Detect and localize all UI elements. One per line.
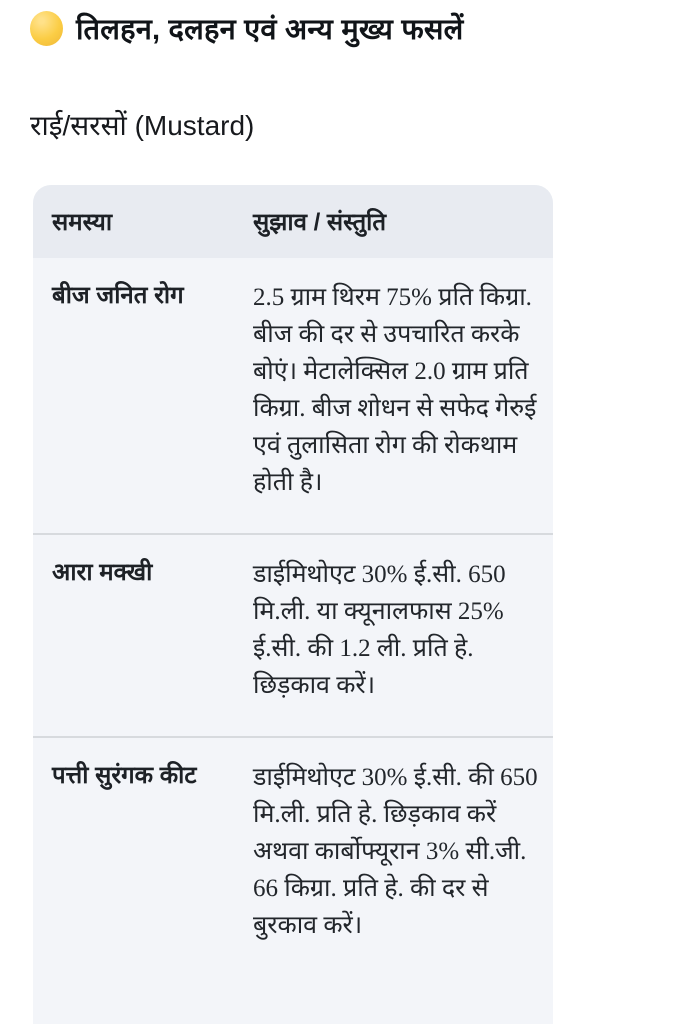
table-header-row [33, 185, 553, 258]
table-row [33, 533, 553, 736]
section-heading [30, 9, 684, 48]
table-row [33, 736, 553, 976]
table-body [33, 258, 553, 976]
page [0, 9, 684, 1024]
section-title: तिलहन, दलहन एवं अन्य मुख्य फसलें [76, 14, 464, 46]
crop-heading: राई/सरसों (Mustard) [30, 110, 255, 141]
suggestion-cell: 2.5 ग्राम थिरम 75% प्रति किग्रा. बीज की दर से उपचारित करके बोएं। मेटालेक्सिल 2.0 ग्राम प्रति किग्रा. बीज शोधन से सफेद गेरुई एवं तुलासिता रोग की रोकथाम होती है। [253, 284, 537, 496]
recommendations-table [33, 185, 553, 1024]
table-row [33, 258, 553, 533]
suggestion-cell: डाईमिथोएट 30% ई.सी. की 650 मि.ली. प्रति हे. छिड़काव करें अथवा कार्बोफ्यूरान 3% सी.जी. 66 किग्रा. प्रति हे. की दर से बुरकाव करें। [253, 764, 538, 939]
suggestion-cell: डाईमिथोएट 30% ई.सी. 650 मि.ली. या क्यूनालफास 25% ई.सी. की 1.2 ली. प्रति हे. छिड़काव करें। [253, 561, 506, 699]
yellow-circle-icon [30, 11, 63, 46]
column-header-suggestion: सुझाव / संस्तुति [253, 209, 387, 236]
problem-cell: आरा मक्खी [52, 559, 153, 586]
problem-cell: बीज जनित रोग [52, 282, 184, 309]
column-header-problem: समस्या [52, 209, 113, 236]
problem-cell: पत्ती सुरंगक कीट [52, 762, 197, 789]
